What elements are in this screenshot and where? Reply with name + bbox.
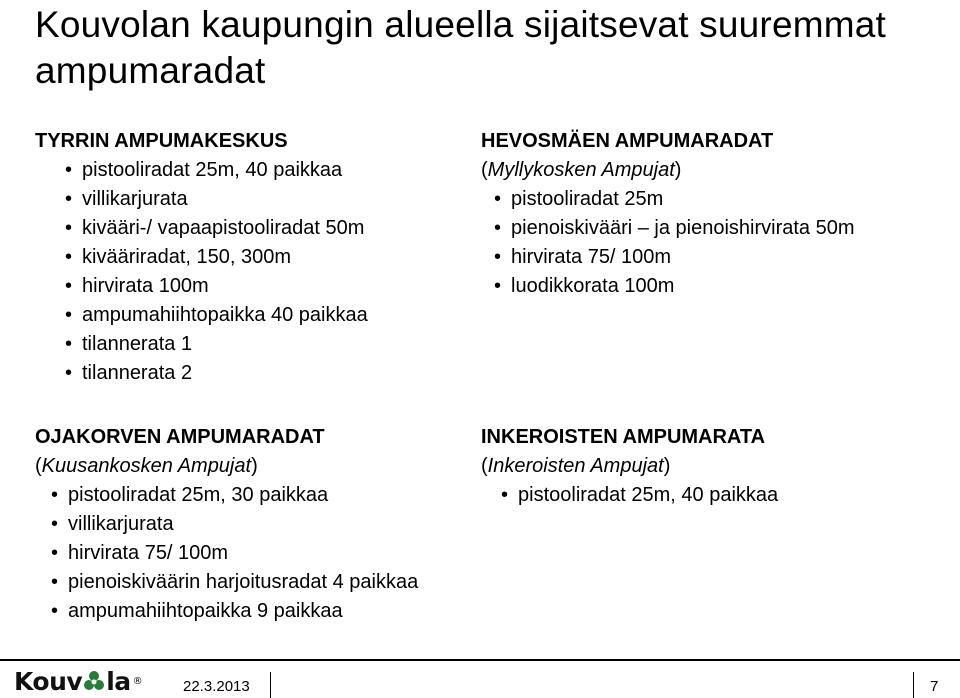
bullet-icon: • — [65, 362, 73, 384]
list-item: • luodikkorata 100m — [494, 272, 855, 301]
list-item: • pistooliradat 25m, 40 paikkaa — [65, 156, 368, 185]
footer-separator — [270, 672, 271, 698]
section-ojakorpi — [35, 423, 418, 626]
item-list — [494, 185, 855, 301]
footer-date: 22.3.2013 — [183, 678, 250, 695]
item-list — [65, 156, 368, 388]
list-item: • ampumahiihtopaikka 9 paikkaa — [51, 597, 418, 626]
list-item: • tilannerata 1 — [65, 330, 368, 359]
section-subtitle: (Myllykosken Ampujat) — [481, 159, 682, 181]
page-number: 7 — [930, 678, 939, 695]
section-heading: OJAKORVEN AMPUMARADAT — [35, 426, 325, 448]
bullet-icon: • — [494, 246, 502, 268]
bullet-icon: • — [51, 542, 59, 564]
bullet-icon: • — [494, 217, 502, 239]
bullet-icon: • — [51, 600, 59, 622]
registered-mark: ® — [132, 676, 143, 687]
section-inkeroinen — [481, 423, 778, 510]
bullet-icon: • — [494, 188, 502, 210]
list-item: • pistooliradat 25m, 40 paikkaa — [501, 481, 778, 510]
list-item: • villikarjurata — [65, 185, 368, 214]
list-item: • hirvirata 75/ 100m — [494, 243, 855, 272]
footer-divider — [0, 659, 960, 661]
bullet-icon: • — [65, 217, 73, 239]
list-item: • kivääriradat, 150, 300m — [65, 243, 368, 272]
item-list — [501, 481, 778, 510]
list-item: • hirvirata 100m — [65, 272, 368, 301]
list-item: • pistooliradat 25m, 30 paikkaa — [51, 481, 418, 510]
bullet-icon: • — [51, 484, 59, 506]
list-item: • pienoiskiväärin harjoitusradat 4 paikkaa — [51, 568, 418, 597]
bullet-icon: • — [65, 159, 73, 181]
section-subtitle: (Inkeroisten Ampujat) — [481, 455, 671, 477]
bullet-icon: • — [51, 571, 59, 593]
trefoil-icon — [83, 670, 105, 698]
list-item: • pistooliradat 25m — [494, 185, 855, 214]
section-tyrri — [35, 127, 368, 388]
section-subtitle: (Kuusankosken Ampujat) — [35, 455, 258, 477]
section-hevosmaki — [481, 127, 855, 301]
page-title: Kouvolan kaupungin alueella sijaitsevat suuremmat ampumaradat — [35, 4, 887, 91]
list-item: • kivääri-/ vapaapistooliradat 50m — [65, 214, 368, 243]
bullet-icon: • — [65, 333, 73, 355]
bullet-icon: • — [51, 513, 59, 535]
bullet-icon: • — [65, 275, 73, 297]
bullet-icon: • — [501, 484, 509, 506]
list-item: • ampumahiihtopaikka 40 paikkaa — [65, 301, 368, 330]
list-item: • hirvirata 75/ 100m — [51, 539, 418, 568]
list-item: • pienoiskivääri – ja pienoishirvirata 50m — [494, 214, 855, 243]
footer-separator — [913, 672, 914, 698]
logo-text-start: Kouv — [14, 667, 83, 696]
section-heading: INKEROISTEN AMPUMARATA — [481, 426, 766, 448]
bullet-icon: • — [65, 246, 73, 268]
kouvola-logo — [14, 668, 142, 696]
logo-text-end: la — [106, 667, 131, 696]
section-heading: TYRRIN AMPUMAKESKUS — [35, 130, 288, 152]
bullet-icon: • — [65, 188, 73, 210]
section-heading: HEVOSMÄEN AMPUMARADAT — [481, 130, 774, 152]
list-item: • tilannerata 2 — [65, 359, 368, 388]
bullet-icon: • — [494, 275, 502, 297]
list-item: • villikarjurata — [51, 510, 418, 539]
item-list — [51, 481, 418, 626]
bullet-icon: • — [65, 304, 73, 326]
